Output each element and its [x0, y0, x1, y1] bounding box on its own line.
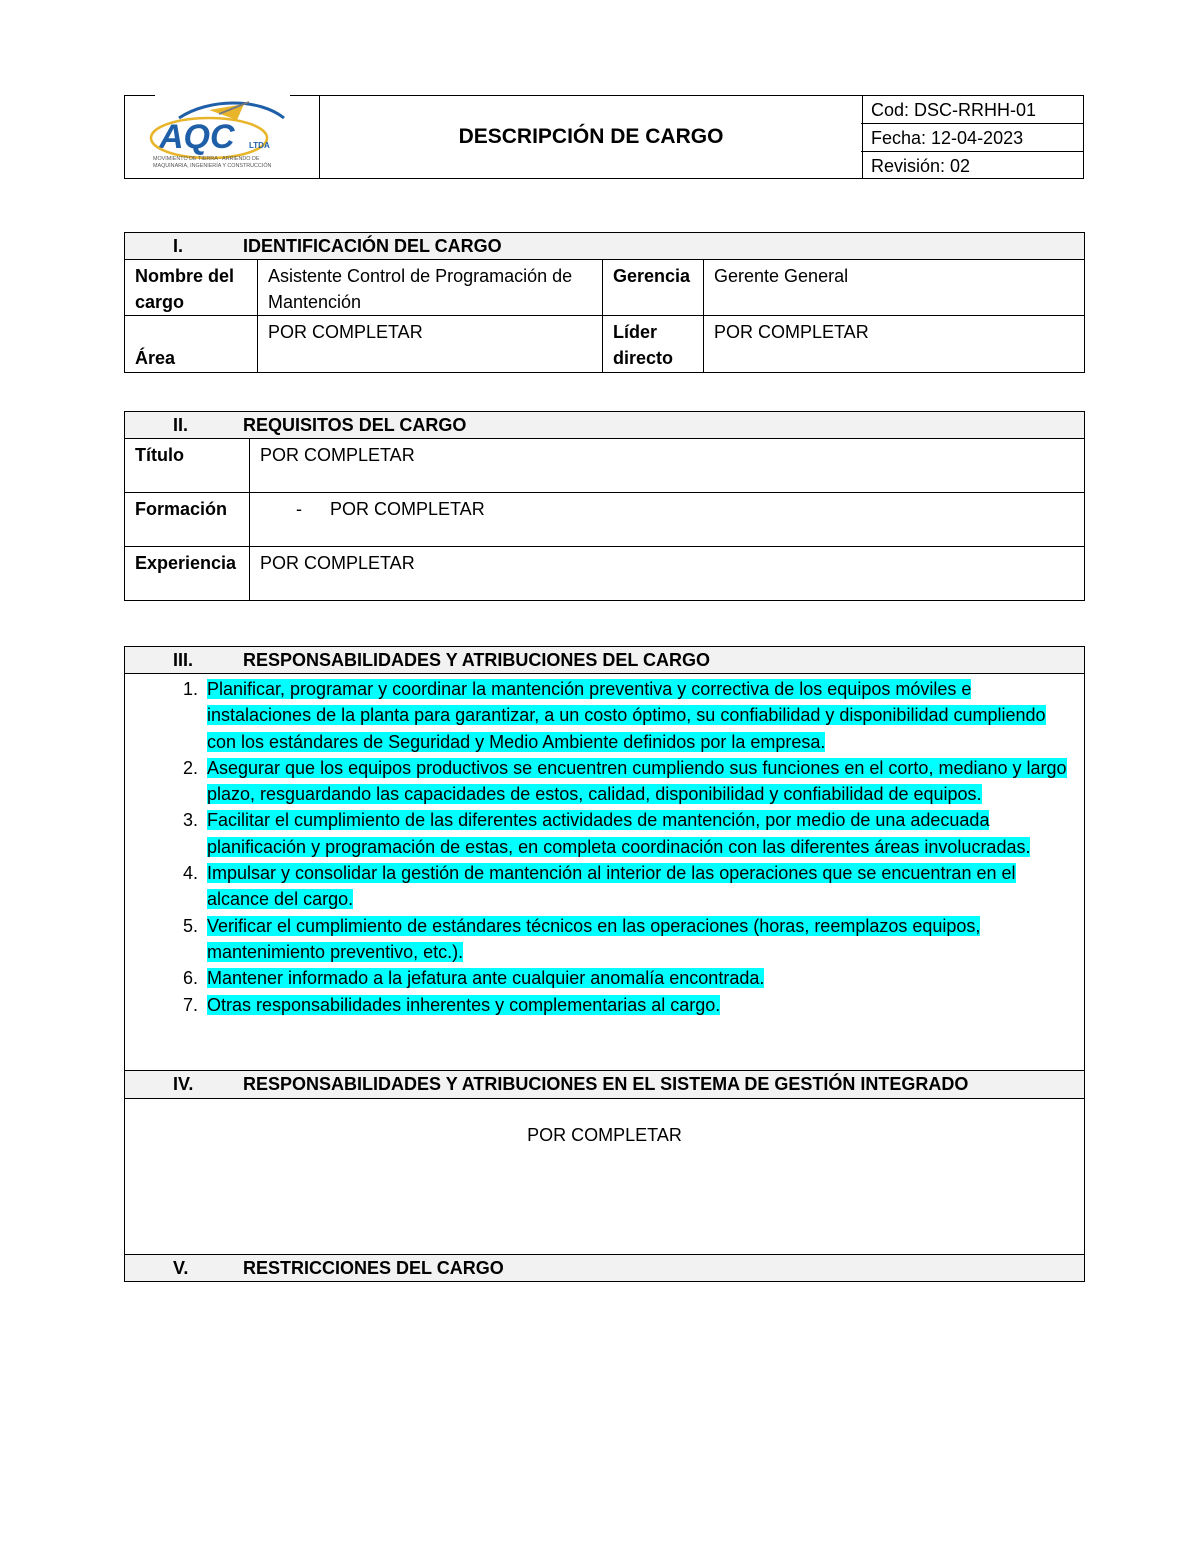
nombre-cargo-value: Asistente Control de Programación de Mantención — [258, 260, 603, 316]
section-requisitos — [124, 411, 1085, 601]
document-meta — [861, 95, 1084, 179]
document-date: Fecha: 12-04-2023 — [861, 124, 1083, 152]
list-item-number: 4. — [182, 863, 198, 884]
section-header — [125, 233, 1085, 260]
list-item-number: 7. — [182, 994, 198, 1015]
list-item-number: 2. — [182, 757, 198, 778]
logo-cell — [124, 95, 320, 179]
section-header — [125, 647, 1085, 674]
list-item-text: Otras responsabilidades inherentes y complementarias al cargo. — [207, 994, 721, 1015]
list-item — [125, 992, 1084, 1018]
svg-text:LTDA: LTDA — [249, 141, 270, 150]
list-item-text: Mantener informado a la jefatura ante cualquier anomalía encontrada. — [207, 968, 765, 989]
section-header — [125, 1255, 1085, 1282]
document-revision: Revisión: 02 — [871, 156, 971, 176]
document-title-cell — [319, 95, 863, 179]
section-title: RESPONSABILIDADES Y ATRIBUCIONES DEL CARGO — [243, 650, 711, 670]
section-title: RESPONSABILIDADES Y ATRIBUCIONES EN EL SISTEMA DE GESTIÓN INTEGRADO — [243, 1074, 969, 1094]
section-title: RESTRICCIONES DEL CARGO — [243, 1258, 504, 1278]
list-item-text: Planificar, programar y coordinar la mantención preventiva y correctiva de los equipos móviles e instalaciones de la planta para garantizar, a un costo óptimo, su confiabilidad y disponibilidad cumpliendo con los estándares de Seguridad y Medio Ambiente definidos por la empresa. — [207, 679, 1046, 752]
list-item — [125, 807, 1084, 860]
list-item-number: 6. — [182, 968, 198, 989]
list-item-number: 1. — [182, 679, 198, 699]
formacion-label: Formación — [125, 493, 250, 547]
gerencia-label: Gerencia — [603, 260, 704, 316]
list-item-text: Facilitar el cumplimiento de las diferentes actividades de mantención, por medio de una adecuada planificación y programación de estas, en completa coordinación con las diferentes áreas involucradas. — [207, 810, 1031, 857]
list-item-text: Impulsar y consolidar la gestión de mantención al interior de las operaciones que se encuentran en el alcance del cargo. — [207, 863, 1016, 910]
list-item-number: 5. — [182, 915, 198, 936]
titulo-label: Título — [125, 439, 250, 493]
section-number: III. — [173, 650, 194, 670]
section-identificacion — [124, 232, 1085, 373]
list-item — [125, 860, 1084, 913]
section-number: V. — [173, 1258, 189, 1278]
section-title: IDENTIFICACIÓN DEL CARGO — [243, 236, 502, 256]
section-number: II. — [173, 415, 189, 435]
responsabilidades-list — [125, 676, 1084, 1018]
gerencia-value: Gerente General — [704, 260, 1085, 316]
lider-value: POR COMPLETAR — [704, 316, 1085, 373]
company-logo — [149, 98, 301, 174]
lider-label: Líder directo — [603, 316, 704, 373]
titulo-value: POR COMPLETAR — [250, 439, 1085, 493]
responsabilidades-list-cell — [125, 674, 1085, 1071]
formacion-value: POR COMPLETAR — [330, 499, 485, 519]
document-title: DESCRIPCIÓN DE CARGO — [458, 125, 724, 148]
area-value: POR COMPLETAR — [258, 316, 603, 373]
section-responsabilidades — [124, 646, 1085, 1282]
document-header — [124, 95, 1085, 179]
experiencia-label: Experiencia — [125, 547, 250, 601]
formacion-value-cell — [250, 493, 1085, 547]
list-item-text: Verificar el cumplimiento de estándares técnicos en las operaciones (horas, reemplazos equipos, mantenimiento preventivo, etc.). — [207, 915, 981, 962]
svg-text:MOVIMIENTO DE TIERRA - ARRIEND: MOVIMIENTO DE TIERRA - ARRIENDO DE — [153, 156, 260, 162]
nombre-cargo-label: Nombre del cargo — [125, 260, 258, 316]
area-label: Área — [125, 316, 258, 373]
experiencia-value: POR COMPLETAR — [250, 547, 1085, 601]
formacion-bullet: - — [296, 499, 302, 519]
list-item-text: Asegurar que los equipos productivos se encuentren cumpliendo sus funciones en el corto, mediano y largo plazo, resguardando las capacidades de estos, calidad, disponibilidad y confiabilidad de equipos. — [207, 757, 1067, 805]
list-item — [125, 755, 1084, 808]
document-code: Cod: DSC-RRHH-01 — [861, 96, 1083, 124]
section-header — [125, 1071, 1085, 1099]
list-item — [125, 965, 1084, 991]
svg-text:MAQUINARIA, INGENIERÍA Y CONST: MAQUINARIA, INGENIERÍA Y CONSTRUCCIÓN — [153, 163, 272, 169]
section-title: REQUISITOS DEL CARGO — [243, 415, 467, 435]
sgi-value: POR COMPLETAR — [125, 1099, 1085, 1255]
list-item — [125, 913, 1084, 966]
section-number: I. — [173, 236, 184, 256]
svg-text:AQC: AQC — [159, 118, 235, 156]
list-item-number: 3. — [182, 810, 198, 831]
section-header — [125, 412, 1085, 439]
list-item — [125, 676, 1084, 755]
section-number: IV. — [173, 1074, 194, 1094]
